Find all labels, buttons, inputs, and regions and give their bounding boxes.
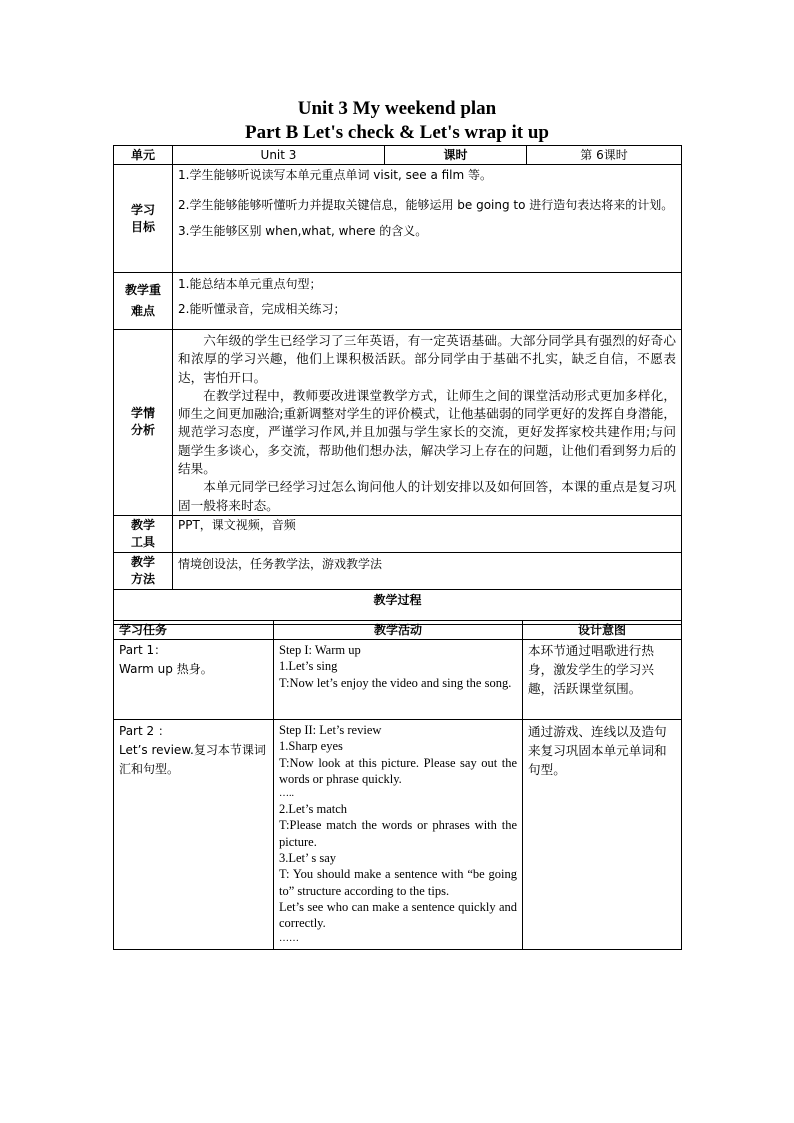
activity-line: …… bbox=[279, 932, 299, 944]
activity-cell bbox=[274, 720, 523, 950]
unit-label: 单元 bbox=[114, 146, 173, 165]
tools-value: PPT，课文视频，音频 bbox=[173, 515, 682, 552]
analysis-label-text: 学情分析 bbox=[130, 406, 155, 438]
methods-value: 情境创设法，任务教学法，游戏教学法 bbox=[173, 552, 682, 589]
task-line: Part 1： bbox=[119, 643, 167, 657]
analysis-label bbox=[114, 330, 173, 516]
activity-line: Step I: Warm up bbox=[279, 643, 361, 657]
task-cell bbox=[114, 720, 274, 950]
process-row bbox=[114, 640, 682, 720]
activity-line: Step II: Let’s review bbox=[279, 723, 382, 737]
period-value: 第 6课时 bbox=[527, 146, 682, 165]
process-table bbox=[113, 620, 682, 950]
activity-line: 1.Let’s sing bbox=[279, 659, 338, 674]
lesson-info-table bbox=[113, 145, 682, 625]
goals-label-text: 学习目标 bbox=[130, 202, 155, 234]
task-cell bbox=[114, 640, 274, 720]
task-line: Warm up 热身。 bbox=[119, 662, 213, 676]
analysis-paragraph: 六年级的学生已经学习了三年英语，有一定英语基础。大部分同学具有强烈的好奇心和浓厚的学习兴趣，他们上课积极活跃。部分同学由于基础不扎实，缺乏自信，不愿表达，害怕开口。 bbox=[178, 333, 676, 385]
activity-line: T:Now look at this picture. Please say out the words or phrase quickly. bbox=[279, 755, 517, 786]
activity-line: ….. bbox=[279, 788, 294, 800]
keypoint-item: 2.能听懂录音，完成相关练习； bbox=[178, 302, 346, 316]
process-header-row bbox=[114, 621, 682, 640]
task-line: Part 2 ： bbox=[119, 724, 170, 738]
methods-row bbox=[114, 552, 682, 589]
document-title: Unit 3 My weekend plan bbox=[297, 98, 497, 119]
col-design-header: 设计意图 bbox=[523, 621, 682, 640]
goal-item: 1.学生能够听说读写本单元重点单词 visit, see a film 等。 bbox=[178, 168, 493, 182]
process-heading: 教学过程 bbox=[114, 589, 682, 624]
activity-cell bbox=[274, 640, 523, 720]
activity-line: 1.Sharp eyes bbox=[279, 739, 343, 754]
design-cell bbox=[523, 720, 682, 950]
activity-line: T: You should make a sentence with “be going to” structure according to the tips. bbox=[279, 867, 517, 898]
activity-line: T:Now let’s enjoy the video and sing the song. bbox=[279, 675, 512, 690]
period-label: 课时 bbox=[385, 146, 527, 165]
methods-label bbox=[114, 552, 173, 589]
analysis-row bbox=[114, 330, 682, 516]
tools-label bbox=[114, 515, 173, 552]
activity-line: T:Please match the words or phrases with the picture. bbox=[279, 818, 517, 849]
keypoints-label bbox=[114, 273, 173, 330]
goals-row bbox=[114, 165, 682, 273]
methods-label-text: 教学方法 bbox=[130, 554, 155, 586]
goals-label bbox=[114, 165, 173, 273]
analysis-content bbox=[173, 330, 682, 516]
goals-content bbox=[173, 165, 682, 273]
keypoints-label-text: 教学重难点 bbox=[124, 283, 161, 318]
unit-value: Unit 3 bbox=[173, 146, 385, 165]
analysis-paragraph: 本单元同学已经学习过怎么询问他人的计划安排以及如何回答，本课的重点是复习巩固一般将来时态。 bbox=[178, 479, 676, 513]
keypoints-content bbox=[173, 273, 682, 330]
design-cell bbox=[523, 640, 682, 720]
unit-row bbox=[114, 146, 682, 165]
activity-line: Let’s see who can make a sentence quickly and correctly. bbox=[279, 899, 517, 931]
goal-item: 3.学生能够区别 when,what, where 的含义。 bbox=[178, 224, 428, 238]
keypoints-row bbox=[114, 273, 682, 330]
col-task-header: 学习任务 bbox=[114, 621, 274, 640]
tools-label-text: 教学工具 bbox=[130, 517, 155, 549]
task-line: Let’s review.复习本节课词汇和句型。 bbox=[119, 743, 266, 776]
col-activity-header: 教学活动 bbox=[274, 621, 523, 640]
keypoint-item: 1.能总结本单元重点句型； bbox=[178, 277, 322, 291]
activity-line: 3.Let’ s say bbox=[279, 851, 337, 866]
tools-row bbox=[114, 515, 682, 552]
activity-line: 2.Let’s match bbox=[279, 802, 348, 817]
design-text: 本环节通过唱歌进行热身，激发学生的学习兴趣，活跃课堂氛围。 bbox=[528, 643, 654, 696]
document-subtitle: Part B Let's check & Let's wrap it up bbox=[245, 122, 549, 143]
process-row bbox=[114, 720, 682, 950]
analysis-paragraph: 在教学过程中，教师要改进课堂教学方式，让师生之间的课堂活动形式更加多样化，师生之间更加融洽;重新调整对学生的评价模式，让他基础弱的同学更好的发挥自身潜能，规范学习态度，严谨学习作风,并且加强与学生家长的交流，更好发挥家校共建作用;与问题学生多谈心，多交流，帮助他们想办法，解决学习上存在的问题，让他们看到努力后的结果。 bbox=[178, 387, 676, 477]
design-text: 通过游戏、连线以及造句来复习巩固本单元单词和句型。 bbox=[528, 724, 667, 777]
goal-item: 2.学生能够能够听懂听力并提取关键信息，能够运用 be going to 进行造句表达将来的计划。 bbox=[178, 198, 674, 212]
